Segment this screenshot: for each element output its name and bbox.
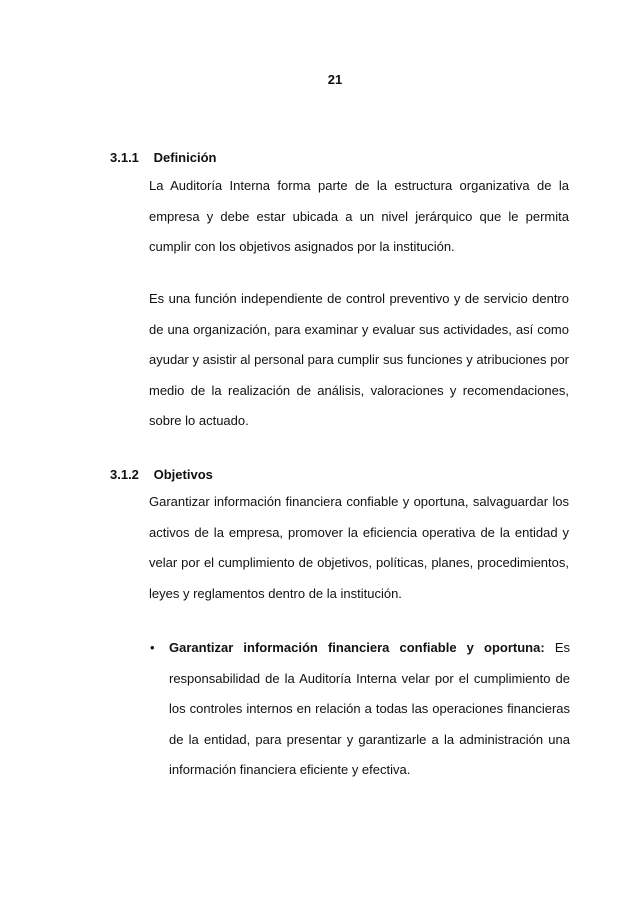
- bullet-item: [150, 633, 570, 786]
- section-heading-definicion: [110, 150, 216, 165]
- bullet-title: Garantizar información financiera confiable y oportuna:: [169, 640, 545, 655]
- bullet-body: Es responsabilidad de la Auditoría Interna velar por el cumplimiento de los controles internos en relación a todas las operaciones financieras de la entidad, para presentar y garantizarle a la administración una información financiera eficiente y efectiva.: [169, 640, 570, 777]
- paragraph-objetivos-1: Garantizar información financiera confiable y oportuna, salvaguardar los activos de la empresa, promover la eficiencia operativa de la entidad y velar por el cumplimiento de objetivos, políticas, planes, procedimientos, leyes y reglamentos dentro de la institución.: [149, 494, 569, 601]
- section-heading-objetivos: [110, 467, 213, 482]
- paragraph-definicion-2: Es una función independiente de control preventivo y de servicio dentro de una organización, para examinar y evaluar sus actividades, así como ayudar y asistir al personal para cumplir sus funciones y atribuciones por medio de la realización de análisis, valoraciones y recomendaciones, sobre lo actuado.: [149, 291, 569, 428]
- page-number: 21: [327, 72, 343, 87]
- paragraph-definicion-1: La Auditoría Interna forma parte de la estructura organizativa de la empresa y debe estar ubicada a un nivel jerárquico que le permita cumplir con los objetivos asignados por la institución.: [149, 178, 569, 254]
- bullet-text: [169, 633, 570, 786]
- section-number: 3.1.2: [110, 467, 139, 482]
- section-number: 3.1.1: [110, 150, 139, 165]
- section-title: Objetivos: [153, 467, 213, 482]
- bullet-symbol: •: [150, 640, 155, 655]
- section-title: Definición: [153, 150, 217, 165]
